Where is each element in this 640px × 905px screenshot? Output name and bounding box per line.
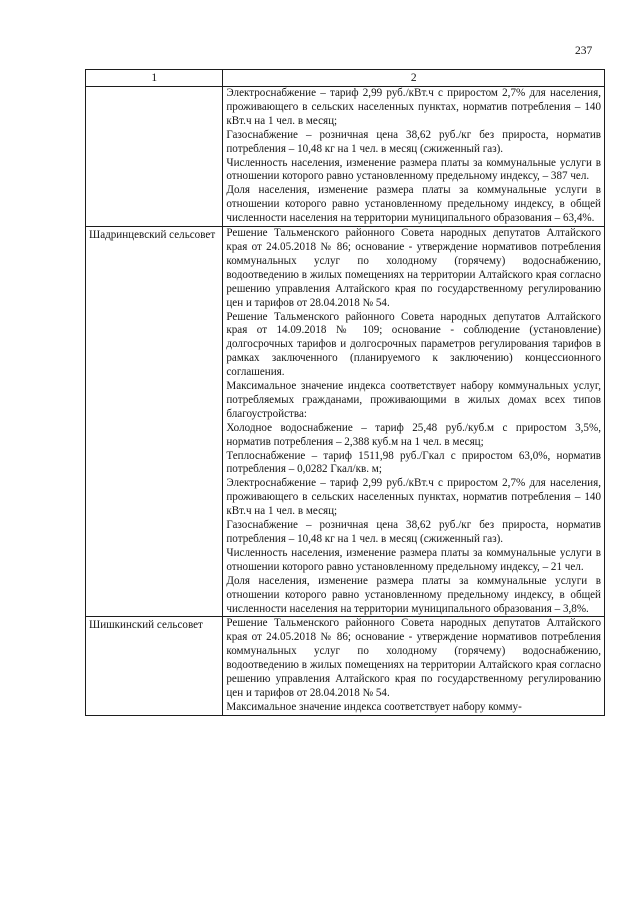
entry-decision-86: Решение Тальменского районного Совета народных депутатов Алтайского края от 24.05.2018 № 86; основание - утверждение нормативов потребления коммунальных услуг по холодному (горячему) водоснабжению, водоотведению в жилых помещениях на территории Алтайского края согласно решению управления Алтайского края по государственному регулированию цен и тарифов от 28.04.2018 № 54.: [226, 227, 601, 309]
details-cell: [223, 617, 605, 715]
entry-electricity: Электроснабжение – тариф 2,99 руб./кВт.ч с приростом 2,7% для населения, проживающего в сельских населенных пунктах, норматив потребления – 140 кВт.ч на 1 чел. в месяц;: [226, 87, 601, 127]
entry-electricity: Электроснабжение – тариф 2,99 руб./кВт.ч с приростом 2,7% для населения, проживающего в сельских населенных пунктах, норматив потребления – 140 кВт.ч на 1 чел. в месяц;: [226, 477, 601, 518]
table-header-row: [86, 70, 605, 87]
entry-population-count: Численность населения, изменение размера платы за коммунальные услуги в отношении которого равно установленному предельному индексу, – 21 чел.: [226, 546, 601, 573]
entry-gas: Газоснабжение – розничная цена 38,62 руб./кг без прироста, норматив потребления – 10,48 кг на 1 чел. в месяц (сжиженный газ).: [226, 519, 601, 545]
entry-population-share: Доля населения, изменение размера платы за коммунальные услуги в отношении которого равно установленному предельному индексу, в общей численности населения на территории муниципального образования – 63,4%.: [226, 184, 601, 225]
entry-max-index: Максимальное значение индекса соответствует набору коммунальных услуг, потребляемых гражданами, проживающими в жилых домах всех типов благоустройства:: [226, 380, 601, 420]
region-cell: Шадринцевский сельсовет: [86, 227, 223, 617]
entry-cold-water: Холодное водоснабжение – тариф 25,48 руб./куб.м с приростом 3,5%, норматив потребления – 2,388 куб.м на 1 чел. в месяц;: [226, 421, 601, 448]
entry-decision-86: Решение Тальменского районного Совета народных депутатов Алтайского края от 24.05.2018 № 86; основание - утверждение нормативов потребления коммунальных услуг по холодному (горячему) водоснабжению, водоотведению в жилых помещениях на территории Алтайского края согласно решению управления Алтайского края по государственному регулированию цен и тарифов от 28.04.2018 № 54.: [226, 617, 601, 699]
entry-population-share: Доля населения, изменение размера платы за коммунальные услуги в отношении которого равно установленному предельному индексу, в общей численности населения на территории муниципального образования – 3,8%.: [226, 574, 601, 615]
table-row: [86, 227, 605, 617]
tariff-table: [85, 69, 605, 716]
details-cell: [223, 227, 605, 617]
entry-population-count: Численность населения, изменение размера платы за коммунальные услуги в отношении которого равно установленному предельному индексу, – 387 чел.: [226, 156, 601, 183]
table-row: [86, 617, 605, 715]
region-cell: [86, 87, 223, 227]
entry-heating: Теплоснабжение – тариф 1511,98 руб./Гкал с приростом 63,0%, норматив потребления – 0,0282 Гкал/кв. м;: [226, 449, 601, 476]
column-2-header: 2: [223, 70, 605, 87]
entry-max-index: Максимальное значение индекса соответствует набору комму-: [226, 700, 522, 713]
page-number: 237: [575, 45, 593, 57]
entry-gas: Газоснабжение – розничная цена 38,62 руб./кг без прироста, норматив потребления – 10,48 кг на 1 чел. в месяц (сжиженный газ).: [226, 128, 601, 155]
table-row: [86, 87, 605, 227]
column-1-header: 1: [86, 70, 223, 87]
entry-decision-109: Решение Тальменского районного Совета народных депутатов Алтайского края от 14.09.2018 № 109; основание - соблюдение (установление) долгосрочных тарифов и долгосрочных параметров регулирования тарифов в рамках заключенного (планируемого к заключению) концессионного соглашения.: [226, 310, 601, 379]
details-cell: [223, 87, 605, 227]
region-cell: Шишкинский сельсовет: [86, 617, 223, 715]
